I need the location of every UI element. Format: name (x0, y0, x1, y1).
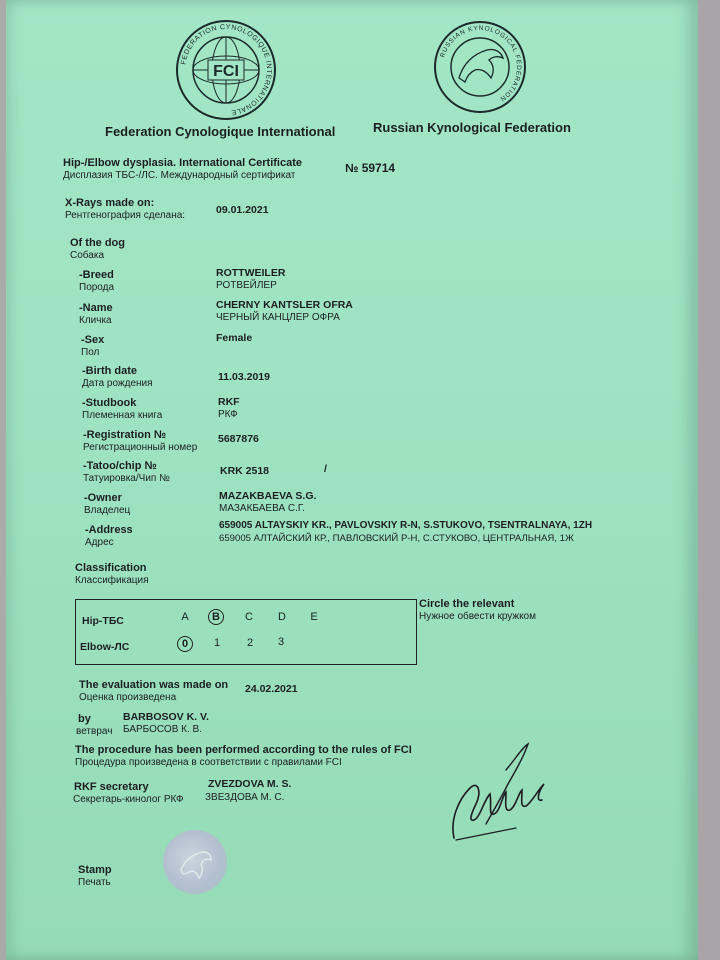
svg-text:RUSSIAN KYNOLOGICAL FEDERATION: RUSSIAN KYNOLOGICAL FEDERATION (439, 24, 523, 103)
elbow-grade-1: 1 (213, 637, 221, 649)
rkf-name: Russian Kynological Federation (373, 120, 571, 135)
sex-label-en: -Sex (81, 334, 105, 346)
studbook-value-ru: РКФ (218, 409, 238, 420)
by-label-ru: ветврач (76, 726, 113, 737)
xray-date: 09.01.2021 (216, 204, 269, 216)
owner-label-ru: Владелец (84, 505, 131, 516)
birth-label-en: -Birth date (82, 365, 137, 377)
elbow-label: Elbow-ЛС (80, 641, 130, 653)
hip-label: Hip-ТБС (82, 615, 124, 627)
registration-label-en: -Registration № (83, 429, 167, 441)
procedure-en: The procedure has been performed according to the rules of FCI (75, 744, 412, 756)
evaluation-label-ru: Оценка произведена (79, 692, 177, 703)
secretary-name-ru: ЗВЕЗДОВА М. С. (205, 792, 285, 803)
sex-label-ru: Пол (81, 347, 100, 358)
tattoo-value: KRK 2518 (220, 465, 270, 477)
certificate-title-ru: Дисплазия ТБС-/ЛС. Международный сертификат (63, 170, 296, 181)
tattoo-label-ru: Татуировка/Чип № (83, 473, 170, 484)
classification-label-ru: Классификация (75, 575, 149, 586)
name-value-en: CHERNY KANTSLER OFRA (216, 299, 353, 311)
owner-label-en: -Owner (84, 492, 122, 504)
hip-grade-e: E (310, 611, 318, 623)
tattoo-label-en: -Tatoo/chip № (83, 460, 157, 472)
vet-name-en: BARBOSOV K. V. (123, 711, 209, 723)
studbook-value-en: RKF (218, 396, 240, 408)
hip-grade-a: A (181, 611, 189, 623)
birth-label-ru: Дата рождения (82, 378, 153, 389)
studbook-label-ru: Племенная книга (82, 410, 163, 421)
classification-box (75, 599, 417, 665)
name-label-ru: Кличка (79, 315, 112, 326)
hip-grade-b-circled: B (208, 609, 224, 625)
elbow-grade-0-circled: 0 (177, 636, 193, 652)
rkf-logo (433, 20, 527, 119)
certificate-page (6, 0, 698, 960)
dog-section-ru: Собака (70, 250, 104, 261)
registration-label-ru: Регистрационный номер (83, 442, 198, 453)
hip-grade-c: C (245, 611, 253, 623)
elbow-grade-3: 3 (277, 636, 285, 648)
svg-text:FEDERATION CYNOLOGIQUE INTERNA: FEDERATION CYNOLOGIQUE INTERNATIONALE (180, 23, 273, 116)
name-value-ru: ЧЕРНЫЙ КАНЦЛЕР ОФРА (216, 312, 340, 323)
evaluation-label-en: The evaluation was made on (79, 679, 229, 691)
address-label-ru: Адрес (85, 537, 114, 548)
fci-logo (174, 18, 278, 127)
elbow-grade-2: 2 (246, 637, 254, 649)
circle-note-ru: Нужное обвести кружком (419, 611, 536, 622)
classification-label-en: Classification (75, 562, 147, 574)
svg-text:FCI: FCI (213, 63, 239, 80)
circle-note-en: Circle the relevant (419, 598, 515, 610)
breed-label-ru: Порода (79, 282, 115, 293)
secretary-label-ru: Секретарь-кинолог РКФ (73, 794, 184, 805)
dog-section-en: Of the dog (70, 237, 125, 249)
address-value-en: 659005 ALTAYSKIY KR., PAVLOVSKIY R-N, S.STUKOVO, TSENTRALNAYA, 1ZH (219, 520, 593, 531)
owner-value-en: MAZAKBAEVA S.G. (219, 490, 317, 502)
tattoo-separator: / (324, 463, 327, 475)
embossed-stamp (163, 830, 227, 894)
stamp-label-en: Stamp (78, 864, 112, 876)
certificate-number: № 59714 (345, 161, 396, 175)
fci-name: Federation Cynologique International (105, 124, 336, 139)
address-value-ru: 659005 АЛТАЙСКИЙ КР., ПАВЛОВСКИЙ Р-Н, С.СТУКОВО, ЦЕНТРАЛЬНАЯ, 1Ж (219, 533, 574, 544)
secretary-label-en: RKF secretary (74, 781, 149, 793)
sex-value: Female (216, 332, 253, 344)
secretary-name-en: ZVEZDOVA M. S. (208, 778, 292, 790)
studbook-label-en: -Studbook (82, 397, 137, 409)
hip-grade-d: D (278, 611, 286, 623)
xray-label-en: X-Rays made on: (65, 197, 155, 209)
xray-label-ru: Рентгенография сделана: (65, 210, 186, 221)
certificate-title-en: Hip-/Elbow dysplasia. International Certificate (63, 157, 302, 169)
address-label-en: -Address (85, 524, 133, 536)
owner-value-ru: МАЗАКБАЕВА С.Г. (219, 503, 305, 514)
breed-label-en: -Breed (79, 269, 114, 281)
breed-value-en: ROTTWEILER (216, 267, 286, 279)
registration-value: 5687876 (218, 433, 259, 445)
stamp-label-ru: Печать (78, 877, 111, 888)
handwritten-signature (446, 740, 556, 855)
vet-name-ru: БАРБОСОВ К. В. (123, 724, 202, 735)
breed-value-ru: РОТВЕЙЛЕР (216, 280, 277, 291)
birth-value: 11.03.2019 (218, 371, 270, 383)
by-label-en: by (78, 713, 91, 725)
procedure-ru: Процедура произведена в соответствии с правилами FCI (75, 757, 342, 768)
evaluation-date: 24.02.2021 (245, 683, 298, 695)
name-label-en: -Name (79, 302, 113, 314)
